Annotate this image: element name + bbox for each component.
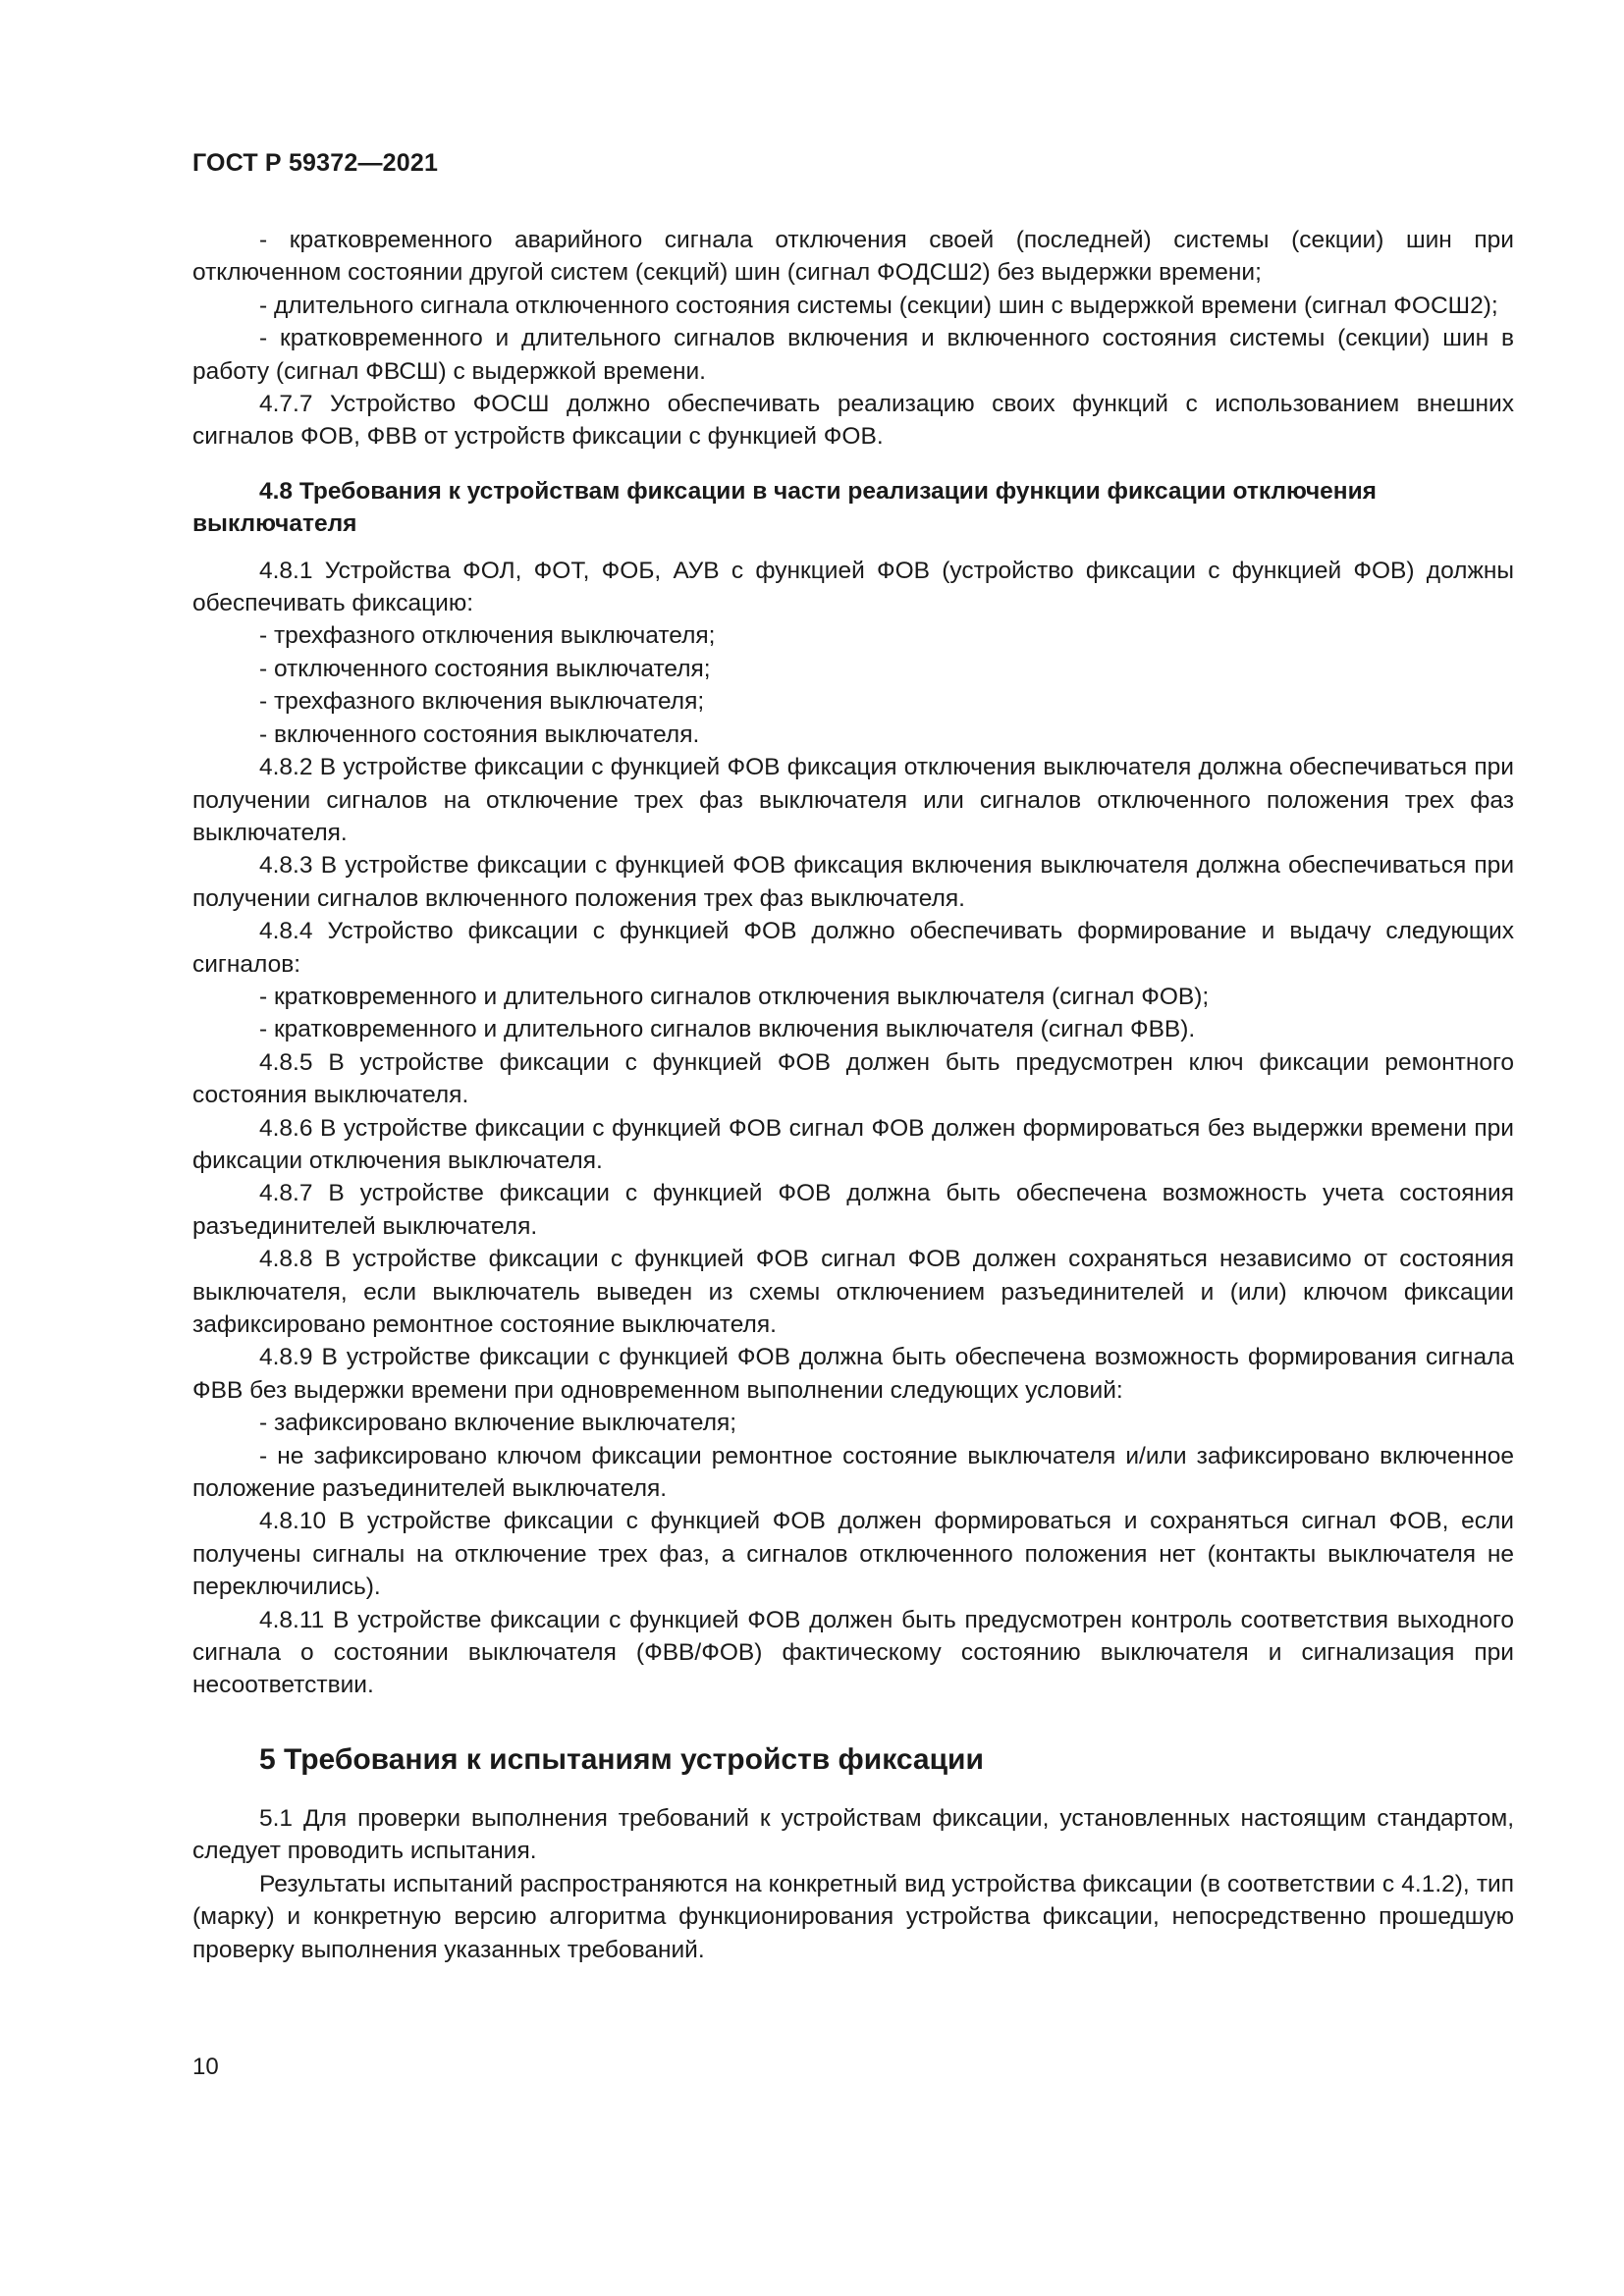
document-body <box>192 224 1514 1966</box>
document-header: ГОСТ Р 59372—2021 <box>192 149 439 177</box>
paragraph: 4.8.7 В устройстве фиксации с функцией ФОВ должна быть обеспечена возможность учета состояния разъединителей выключателя. <box>192 1180 1514 1240</box>
paragraph: 4.8.5 В устройстве фиксации с функцией ФОВ должен быть предусмотрен ключ фиксации ремонтного состояния выключателя. <box>192 1048 1514 1109</box>
paragraph: - кратковременного и длительного сигналов включения и включенного состояния системы (секции) шин в работу (сигнал ФВСШ) с выдержкой времени. <box>192 325 1514 385</box>
paragraph: - длительного сигнала отключенного состояния системы (секции) шин с выдержкой времени (сигнал ФОСШ2); <box>259 292 1498 319</box>
subsection-heading: 4.8 Требования к устройствам фиксации в части реализации функции фиксации отключения выключателя <box>192 477 1377 538</box>
paragraph: - кратковременного аварийного сигнала отключения своей (последней) системы (секции) шин при отключенном состоянии другой систем (секций) шин (сигнал ФОДСШ2) без выдержки времени; <box>192 227 1514 287</box>
list-item: - не зафиксировано ключом фиксации ремонтное состояние выключателя и/или зафиксировано включенное положение разъединителей выключателя. <box>192 1442 1514 1503</box>
paragraph: 4.8.9 В устройстве фиксации с функцией ФОВ должна быть обеспечена возможность формирования сигнала ФВВ без выдержки времени при одновременном выполнении следующих условий: <box>192 1344 1514 1404</box>
list-item: - зафиксировано включение выключателя; <box>259 1410 737 1437</box>
paragraph: 4.8.3 В устройстве фиксации с функцией ФОВ фиксация включения выключателя должна обеспечиваться при получении сигналов включенного положения трех фаз выключателя. <box>192 852 1514 912</box>
paragraph: 4.7.7 Устройство ФОСШ должно обеспечивать реализацию своих функций с использованием внешних сигналов ФОВ, ФВВ от устройств фиксации с функцией ФОВ. <box>192 391 1514 451</box>
paragraph: 4.8.8 В устройстве фиксации с функцией ФОВ сигнал ФОВ должен сохраняться независимо от состояния выключателя, если выключатель выведен из схемы отключением разъединителей и (или) ключом фиксации зафиксировано ремонтное состояние выключателя. <box>192 1246 1514 1338</box>
section-heading: 5 Требования к испытаниям устройств фиксации <box>259 1742 984 1776</box>
paragraph: 4.8.11 В устройстве фиксации с функцией ФОВ должен быть предусмотрен контроль соответствия выходного сигнала о состоянии выключателя (ФВВ/ФОВ) фактическому состоянию выключателя и сигнализация при несоответствии. <box>192 1606 1514 1699</box>
paragraph: Результаты испытаний распространяются на конкретный вид устройства фиксации (в соответствии с 4.1.2), тип (марку) и конкретную версию алгоритма функционирования устройства фиксации, непосредственно прошедшую проверку выполнения указанных требований. <box>192 1870 1514 1963</box>
page-number: 10 <box>192 2054 219 2080</box>
paragraph: 4.8.6 В устройстве фиксации с функцией ФОВ сигнал ФОВ должен формироваться без выдержки времени при фиксации отключения выключателя. <box>192 1114 1514 1174</box>
list-item: - кратковременного и длительного сигналов отключения выключателя (сигнал ФОВ); <box>259 983 1210 1010</box>
paragraph: 4.8.2 В устройстве фиксации с функцией ФОВ фиксация отключения выключателя должна обеспечиваться при получении сигналов на отключение трех фаз выключателя или сигналов отключенного положения трех фаз выключателя. <box>192 754 1514 846</box>
paragraph: 4.8.4 Устройство фиксации с функцией ФОВ должно обеспечивать формирование и выдачу следующих сигналов: <box>192 918 1514 978</box>
paragraph: 4.8.10 В устройстве фиксации с функцией ФОВ должен формироваться и сохраняться сигнал ФОВ, если получены сигналы на отключение трех фаз, а сигналов отключенного положения нет (контакты выключателя не переключились). <box>192 1508 1514 1601</box>
list-item: - отключенного состояния выключателя; <box>259 655 711 682</box>
list-item: - трехфазного включения выключателя; <box>259 688 705 716</box>
list-item: - кратковременного и длительного сигналов включения выключателя (сигнал ФВВ). <box>259 1016 1196 1043</box>
paragraph: 4.8.1 Устройства ФОЛ, ФОТ, ФОБ, АУВ с функцией ФОВ (устройство фиксации с функцией ФОВ) должны обеспечивать фиксацию: <box>192 557 1514 617</box>
paragraph: 5.1 Для проверки выполнения требований к устройствам фиксации, установленных настоящим стандартом, следует проводить испытания. <box>192 1804 1514 1865</box>
list-item: - включенного состояния выключателя. <box>259 721 700 748</box>
list-item: - трехфазного отключения выключателя; <box>259 622 716 650</box>
